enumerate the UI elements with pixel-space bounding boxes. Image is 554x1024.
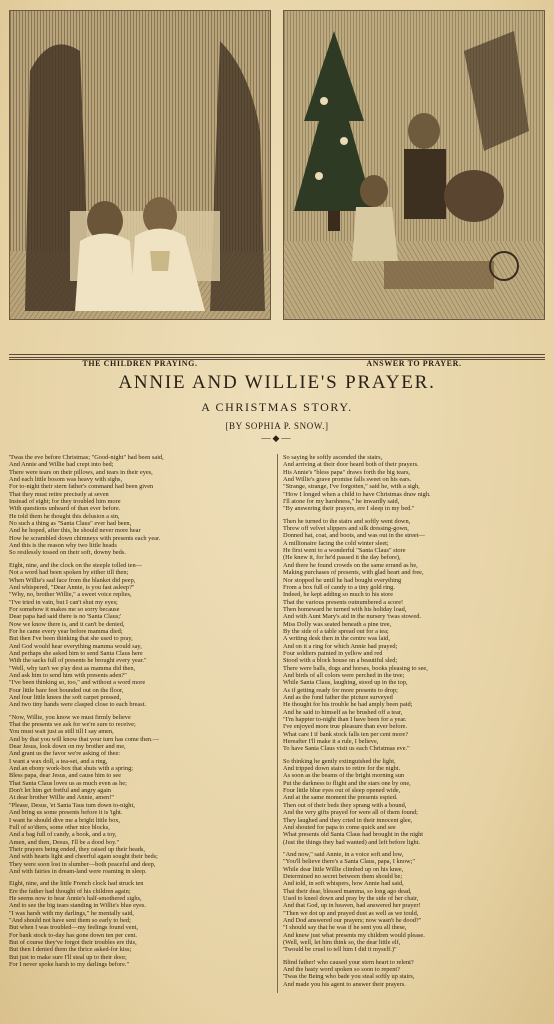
- illustration-right: [283, 10, 545, 368]
- poem-line: Then he turned to the stairs and softly went down,: [283, 517, 411, 525]
- poem-line: "I've tried in vain, but I can't shut my eyes;: [9, 598, 118, 606]
- poem-line: What care I if bank stock falls ten per cent more?: [283, 730, 409, 738]
- illustrations-row: [9, 10, 545, 368]
- poem-line: Their prayers being ended, they raised up their heads,: [9, 845, 145, 853]
- title-block: [9, 372, 545, 444]
- poem-line: "And now," said Annie, in a voice soft and low,: [283, 850, 404, 858]
- answer-to-prayer-engraving: [283, 10, 545, 320]
- poem-line: He told them he thought this delusion a sin,: [9, 512, 120, 520]
- poem-stanza: [9, 454, 271, 557]
- poem-line: And this is the reason why two little heads: [9, 542, 117, 550]
- poem-line: And whispered, "Dear Annie, is you fast asleep?": [9, 583, 135, 591]
- poem-column-right: [283, 454, 545, 993]
- poem-line: And four little knees the soft carpet pressed,: [9, 694, 122, 701]
- poem-line: Instead of eight; for they troubled him more: [9, 498, 121, 506]
- poem-line: "You'll believe there's a Santa Claus, papa, I know;": [283, 858, 415, 866]
- poem-line: He seems now to hear Annie's half-smothered sighs,: [9, 894, 142, 902]
- poem-line: Bless papa, dear Jesus, and cause him to see: [9, 772, 122, 780]
- poem-line: And on it a ring for which Annie had prayed;: [283, 642, 398, 650]
- poem-line: Dear Jesus, look down on my brother and me,: [9, 743, 126, 751]
- poem-line: Donned hat, coat, and boots, and was out in the street—: [283, 532, 425, 540]
- poem-line: I've enjoyed more true pleasure than ever before.: [283, 723, 408, 731]
- poem-line: Making purchases of presents, with glad heart and free,: [283, 569, 424, 577]
- poem-line: For to-night their stern father's command had been given: [9, 483, 154, 491]
- poem-line: And with hearts light and cheerful again sought their beds;: [9, 853, 158, 861]
- poem-line: But of course they've forgot their troubles ere this,: [9, 939, 137, 946]
- caption-children-praying: THE CHILDREN PRAYING.: [82, 359, 198, 368]
- poem-line: And ask him to send him with presents aden?": [9, 671, 127, 679]
- poem-line: I want a wax doll, a tea-set, and a ring,: [9, 757, 108, 765]
- poem-line: "I was harsh with my darlings," he mentally said,: [9, 909, 134, 917]
- poem-line: While Santa Claus, laughing, stood up in the top,: [283, 679, 408, 687]
- poem-line: And perhaps she asked him to send Santa Claus here: [9, 649, 143, 657]
- poem-line: At dear brother Willie and Annie, amen!": [9, 794, 114, 802]
- poem-line: When Willie's sad face from the blanket did peep,: [9, 576, 136, 584]
- poem-stanza: [9, 562, 271, 709]
- poem-line: Eight, nine, and the little French clock had struck ten: [9, 880, 144, 888]
- poem-line: Now we know there is, and it can't be denied,: [9, 620, 125, 628]
- illustration-left: [9, 10, 271, 368]
- poem-columns: [9, 454, 545, 993]
- poem-line: To have Santa Claus visit us each Christmas eve.": [283, 745, 410, 753]
- poem-line: And Willie's grave promise falls sweet on his ears.: [283, 476, 412, 484]
- poem-line: And the hasty word spoken so soon to repent?: [283, 966, 400, 974]
- poem-line: And arriving at their door heard both of their prayers.: [283, 461, 419, 469]
- poem-line: And bring us some presents before it is 'ight.: [9, 809, 123, 817]
- poem-line: With questions unheard of than ever before.: [9, 505, 121, 513]
- poem-line: Stood with a block house on a beautiful sled;: [283, 657, 398, 665]
- poem-line: And birds of all colors were perched in the tree;: [283, 671, 405, 679]
- poem-line: And the very gifts prayed for were all of them found;: [283, 809, 418, 817]
- poem-line: His Annie's "bless papa" draws forth the big tears,: [283, 468, 411, 476]
- poem-line: He thought for his trouble he had amply been paid;: [283, 701, 413, 709]
- poem-line: For I never spoke harsh to my darlings before.": [9, 961, 130, 969]
- poem-line: He first went to a wonderful "Santa Claus" store: [283, 547, 406, 555]
- poem-line: That their dear, blessed mamma, so long ago dead,: [283, 887, 412, 895]
- poem-line: A millionaire facing the cold winter sleet;: [283, 539, 389, 547]
- children-praying-engraving: [9, 10, 271, 320]
- poem-line: But just to make sure I'll steal up to their door,: [9, 953, 127, 961]
- poem-line: Miss Dolly was seated beneath a pine tree,: [283, 620, 392, 628]
- poem-line: So saying he softly ascended the stairs,: [283, 454, 383, 461]
- poem-line: Dear papa had said there is no 'Santa Claus;': [9, 613, 122, 621]
- poem-line: From a box full of candy to a tiny gold ring.: [283, 583, 395, 591]
- poem-stanza: [9, 880, 271, 968]
- poem-line: "Well, why tan't we p'ay dest as mamma did then,: [9, 664, 136, 672]
- caption-answer-to-prayer: ANSWER TO PRAYER.: [366, 359, 462, 368]
- poem-line: 'Twould be cruel to tell him I did it myself.)": [283, 946, 397, 954]
- poem-line: And grant us the favor we're asking of thee:: [9, 750, 121, 758]
- poem-line: And he hoped, after this, he should never more hear: [9, 527, 141, 535]
- poem-stanza: [9, 714, 271, 876]
- poem-line: That the presents we ask for we're sure to receive;: [9, 721, 136, 729]
- poem-subtitle: A CHRISTMAS STORY.: [201, 400, 353, 414]
- poem-line: "I should say that he was if he sent you all these,: [283, 924, 407, 932]
- poem-stanza: [283, 851, 545, 954]
- poem-line: For somehow it makes me so sorry because: [9, 605, 120, 613]
- poem-line: "Then we dot up and prayed dust as well as we tould,: [283, 909, 419, 917]
- poem-line: And each little bosom was heavy with sighs,: [9, 476, 123, 484]
- poem-line: No such a thing as "Santa Claus" ever had been,: [9, 520, 132, 528]
- poem-line: They laughed and they cried in their innocent glee,: [283, 816, 413, 824]
- poem-line: Nor stopped he until he had bought everything: [283, 576, 402, 584]
- poem-line: That Santa Claus loves us as much even as he;: [9, 779, 127, 787]
- poem-line: As soon as the beams of the bright morning sun: [283, 772, 405, 780]
- poem-line: Amen, and then, Desus, I'll be a dood boy.": [9, 838, 120, 846]
- poem-line: By the side of a table spread out for a tea;: [283, 627, 389, 635]
- poem-line: Used to kneel down and pray by the side of her chair,: [283, 894, 419, 902]
- poem-line: Indeed, he kept adding so much to his store: [283, 591, 394, 599]
- poem-line: Eight, nine, and the clock on the steeple tolled ten—: [9, 561, 143, 569]
- poem-line: And he said to himself as he brushed off a tear,: [283, 708, 403, 716]
- poem-line: And tripped down stairs to retire for the night.: [283, 765, 401, 773]
- poem-title: ANNIE AND WILLIE'S PRAYER.: [118, 372, 436, 393]
- poem-line: Then out of their beds they sprang with a bound,: [283, 801, 407, 809]
- poem-line: "I'm happier to-night than I have been for a year.: [283, 716, 407, 724]
- poem-line: A writing desk then in the centre was laid,: [283, 635, 390, 643]
- poem-line: There were tears on their pillows, and tears in their eyes,: [9, 468, 153, 476]
- poem-stanza: [283, 959, 545, 988]
- poem-line: And by that you will know that your turn has come then.—: [9, 735, 160, 743]
- author-byline: [BY SOPHIA P. SNOW.]: [225, 421, 329, 431]
- poem-line: "I've been thinking so, too," and without a word more: [9, 679, 146, 687]
- poem-line: "Now, Willie, you know we must firmly believe: [9, 713, 131, 721]
- poem-line: For he came every year before mamma died;: [9, 627, 123, 635]
- poem-line: And Annie and Willie had crept into bed;: [9, 461, 114, 469]
- poem-line: While dear little Willie climbed up on his knee,: [283, 865, 404, 873]
- poem-line: I'll atone for my harshness," he inwardly said,: [283, 498, 400, 506]
- poem-line: Ere the father had thought of his children again;: [9, 887, 131, 895]
- poem-line: Determined no secret between them should be;: [283, 872, 403, 880]
- poem-line: As if getting ready for more presents to drop;: [283, 686, 398, 694]
- poem-line: So thinking he gently extinguished the light,: [283, 757, 396, 765]
- poem-line: And with Aunt Mary's aid in the nursery 'twas stowed.: [283, 613, 421, 621]
- poem-line: Four soldiers painted in yellow and red: [283, 649, 383, 657]
- poem-line: They were soon lost in slumber—both peaceful and deep,: [9, 860, 156, 868]
- poem-line: Blind father! who caused your stern heart to relent?: [283, 958, 414, 966]
- title-ornament: —◆—: [261, 433, 293, 443]
- poem-line: (Well, well, let him think so, the dear little elf,: [283, 939, 401, 946]
- poem-line: And to see the big tears standing in Willie's blue eyes.: [9, 902, 146, 910]
- poem-line: "How I longed when a child to have Christmas draw nigh.: [283, 490, 431, 498]
- header-rule: [9, 354, 545, 355]
- poem-line: "Why, no, brother Willie," a sweet voice replies,: [9, 591, 132, 599]
- poem-line: I want he should dive me a bright little box,: [9, 816, 120, 824]
- poem-stanza: [283, 758, 545, 846]
- poem-line: And with fairies in dream-land were roaming in sleep.: [9, 867, 147, 875]
- poem-line: With the sacks full of presents he brought every year.": [9, 657, 147, 665]
- poem-line: (He knew it, for he'd passed it the day before),: [283, 554, 401, 562]
- poem-line: And a bag full of candy, a book, and a toy,: [9, 831, 117, 839]
- poem-line: And that God, up in heaven, had answered her prayer!: [283, 902, 421, 910]
- poem-line: Put the darkness to flight and the stars one by one,: [283, 779, 411, 787]
- poem-line: There were balls, dogs and horses, books pleasing to see,: [283, 664, 428, 672]
- poem-line: 'Twas the eve before Christmas; "Good-night" had been said,: [9, 454, 164, 461]
- poem-line: That they must retire precisely at seven: [9, 490, 109, 498]
- poem-line: Threw off velvet slippers and silk dressing-gown,: [283, 525, 409, 533]
- poem-line: "Please, Desus, 'et Santa Taus tum down to-night,: [9, 801, 135, 809]
- poem-line: And at the same moment the presents espied.: [283, 794, 398, 802]
- poem-line: How he scrambled down chimneys with presents each year.: [9, 534, 161, 542]
- poem-line: But then I denied them the thrice asked-for kiss;: [9, 946, 132, 954]
- poem-line: And as the fond father the picture surveyed: [283, 694, 393, 701]
- poem-stanza: [283, 518, 545, 753]
- poem-line: 'Twas the Being who bade you steal softly up stairs,: [283, 973, 415, 981]
- poem-line: Then homeward he turned with his holiday load,: [283, 605, 407, 613]
- poem-line: And made you his agent to answer their prayers.: [283, 980, 406, 988]
- poem-line: Full of so'diers, some other nice blocks,: [9, 823, 110, 831]
- poem-line: But when I was troubled—my feelings found vent,: [9, 924, 138, 932]
- poem-line: And two tiny hands were clasped close to each breast.: [9, 701, 147, 709]
- poem-line: And God would hear everything mamma would say,: [9, 642, 142, 650]
- poem-line: And an ebony work-box that shuts with a spring;: [9, 765, 134, 773]
- poem-line: And shouted for papa to come quick and see: [283, 823, 396, 831]
- poem-line: Not a word had been spoken by either till then;: [9, 569, 129, 577]
- poem-line: You must wait just as still till I say amen,: [9, 728, 114, 736]
- poem-stanza: [283, 454, 545, 513]
- poem-line: For bank stock to-day has gone down ten per cent.: [9, 931, 137, 939]
- poem-line: (Just the things they had wanted) and left before light.: [283, 838, 421, 846]
- poem-line: That the various presents outnumbered a score!: [283, 598, 404, 606]
- poem-line: "And should not have sent them so early to bed;: [9, 916, 131, 924]
- poem-column-left: [9, 454, 271, 993]
- poem-line: So restlessly tossed on their soft, downy beds.: [9, 549, 126, 557]
- poem-line: "By answering their prayers, ere I sleep in my bed.": [283, 505, 415, 513]
- poem-line: Four little blue eyes out of sleep opened wide,: [283, 787, 401, 795]
- poem-line: "Strange, strange, I've forgotten," said he, with a sigh,: [283, 483, 420, 491]
- poem-line: Don't let him get fretful and angry again: [9, 787, 112, 795]
- poem-line: And told, in soft whispers, how Annie had said,: [283, 880, 404, 888]
- poem-line: What presents old Santa Claus had brought in the night: [283, 831, 424, 839]
- poem-line: Hereafter I'll make it a rule, I believe,: [283, 738, 379, 746]
- poem-line: And there he found crowds on the same errand as he,: [283, 561, 418, 569]
- column-divider: [277, 454, 278, 993]
- poem-line: But then I've been thinking that she used to pray,: [9, 635, 133, 643]
- poem-line: Four little bare feet bounded out on the floor,: [9, 686, 124, 694]
- poem-line: And knew just what presents my children would please.: [283, 931, 425, 939]
- poem-line: And Dod answered our prayers; now wasn't he dood?": [283, 916, 422, 924]
